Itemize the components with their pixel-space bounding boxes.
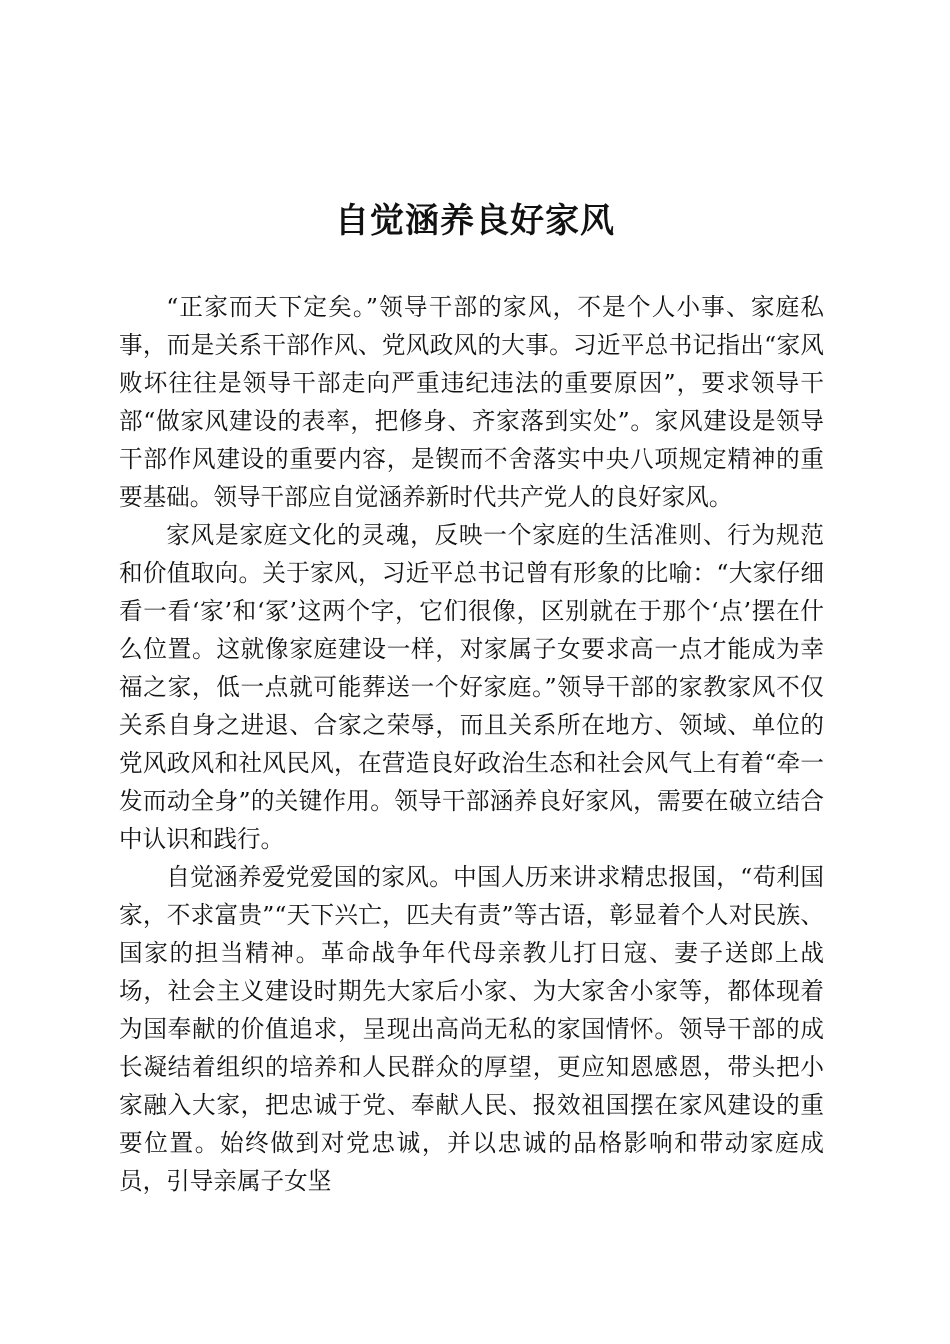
- paragraph-2: 家风是家庭文化的灵魂，反映一个家庭的生活准则、行为规范和价值取向。关于家风，习近平总书记曾有形象的比喻：“大家仔细看一看‘家’和‘冢’这两个字，它们很像，区别就在于那个‘点’摆在什么位置。这就像家庭建设一样，对家属子女要求高一点才能成为幸福之家，低一点就可能葬送一个好家庭。”领导干部的家教家风不仅关系自身之进退、合家之荣辱，而且关系所在地方、领域、单位的党风政风和社风民风，在营造良好政治生态和社会风气上有着“牵一发而动全身”的关键作用。领导干部涵养良好家风，需要在破立结合中认识和践行。: [119, 521, 824, 853]
- paragraph-3: 自觉涵养爱党爱国的家风。中国人历来讲求精忠报国，“苟利国家，不求富贵”“天下兴亡，匹夫有责”等古语，彰显着个人对民族、国家的担当精神。革命战争年代母亲教儿打日寇、妻子送郎上战场，社会主义建设时期先大家后小家、为大家舍小家等，都体现着为国奉献的价值追求，呈现出高尚无私的家国情怀。领导干部的成长凝结着组织的培养和人民群众的厚望，更应知恩感恩，带头把小家融入大家，把忠诚于党、奉献人民、报效祖国摆在家风建设的重要位置。始终做到对党忠诚，并以忠诚的品格影响和带动家庭成员，引导亲属子女坚: [119, 863, 824, 1195]
- document-body: [119, 288, 824, 1200]
- paragraph-1: “正家而天下定矣。”领导干部的家风，不是个人小事、家庭私事，而是关系干部作风、党风政风的大事。习近平总书记指出“家风败坏往往是领导干部走向严重违纪违法的重要原因”，要求领导干部“做家风建设的表率，把修身、齐家落到实处”。家风建设是领导干部作风建设的重要内容，是锲而不舍落实中央八项规定精神的重要基础。领导干部应自觉涵养新时代共产党人的良好家风。: [119, 293, 824, 511]
- document-title: 自觉涵养良好家风: [335, 201, 615, 241]
